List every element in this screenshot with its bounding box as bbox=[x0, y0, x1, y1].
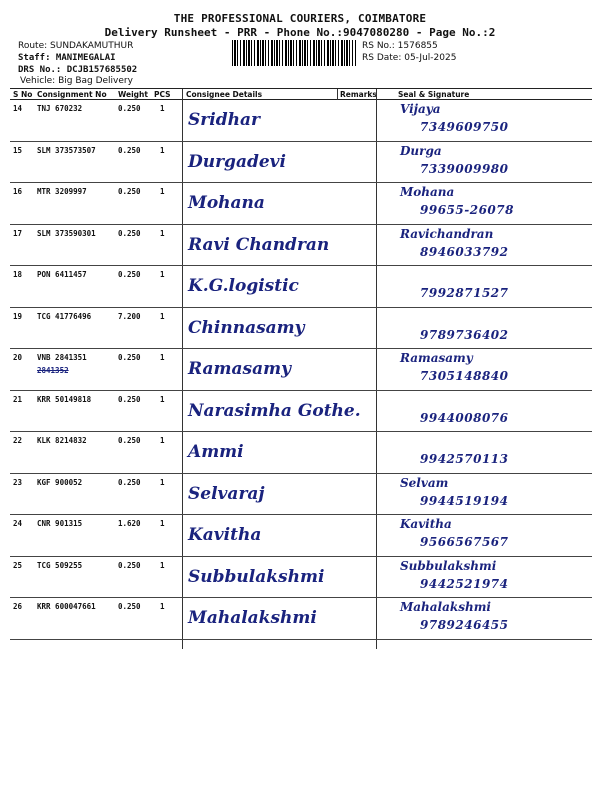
cell-weight: 1.620 bbox=[118, 519, 141, 528]
staff-label: Staff: MANIMEGALAI bbox=[18, 53, 116, 63]
cell-weight: 0.250 bbox=[118, 104, 141, 113]
cell-weight: 0.250 bbox=[118, 187, 141, 196]
table-row bbox=[10, 349, 592, 391]
cell-sno: 20 bbox=[13, 353, 23, 362]
cell-pcs: 1 bbox=[160, 477, 165, 487]
phone-handwriting: 8946033792 bbox=[420, 244, 509, 259]
cell-cons: SLM 373590301 bbox=[37, 228, 96, 238]
company-title: THE PROFESSIONAL COURIERS, COIMBATORE bbox=[173, 12, 427, 25]
cell-cons: TCG 509255 bbox=[37, 560, 83, 570]
cell-cons: MTR 3209997 bbox=[37, 187, 87, 196]
drs-number: DRS No.: DCJB157685502 bbox=[18, 65, 138, 75]
cell-pcs: 1 bbox=[160, 270, 165, 279]
cell-weight: 7.200 bbox=[118, 311, 141, 321]
cell-weight: 0.250 bbox=[118, 560, 141, 570]
cell-cons: PON 6411457 bbox=[37, 270, 87, 279]
cell-cons: TNJ 670232 bbox=[37, 104, 83, 113]
cell-pcs: 1 bbox=[160, 519, 165, 528]
cell-cons: VNB 2841351 bbox=[37, 353, 87, 362]
phone-handwriting: 9442521974 bbox=[420, 576, 509, 591]
table-row bbox=[10, 266, 592, 308]
cell-cons: KLK 8214832 bbox=[37, 436, 87, 445]
runsheet-table bbox=[10, 88, 592, 648]
table-row bbox=[10, 391, 592, 433]
cell-sno: 18 bbox=[13, 270, 23, 279]
consignee-handwriting: Selvaraj bbox=[188, 483, 265, 504]
signature-handwriting: Vijaya bbox=[400, 102, 441, 116]
phone-handwriting: 7992871527 bbox=[420, 286, 509, 300]
cell-pcs: 1 bbox=[160, 187, 165, 196]
signature-handwriting: Subbulakshmi bbox=[400, 558, 497, 573]
signature-handwriting: Durga bbox=[400, 143, 442, 158]
table-row bbox=[10, 225, 592, 267]
col-weight: Weight bbox=[118, 90, 148, 99]
table-row bbox=[10, 432, 592, 474]
cell-cons: SLM 373573507 bbox=[37, 145, 96, 155]
cell-pcs: 1 bbox=[160, 228, 165, 238]
table-row bbox=[10, 474, 592, 516]
phone-handwriting: 7305148840 bbox=[420, 369, 509, 383]
signature-handwriting: Kavitha bbox=[400, 517, 452, 531]
signature-handwriting: Ravichandran bbox=[400, 226, 494, 241]
runsheet-subtitle: Delivery Runsheet - PRR - Phone No.:9047080280 - Page No.:2 bbox=[104, 26, 496, 39]
cell-weight: 0.250 bbox=[118, 602, 141, 611]
signature-handwriting: Ramasamy bbox=[400, 351, 473, 365]
consignee-handwriting: K.G.logistic bbox=[188, 276, 299, 296]
cell-sno: 17 bbox=[13, 228, 23, 238]
cell-weight: 0.250 bbox=[118, 477, 141, 487]
cell-sno: 16 bbox=[13, 187, 23, 196]
col-consignee: Consignee Details bbox=[186, 90, 263, 99]
rs-number: RS No.: 1576855 bbox=[362, 41, 438, 51]
cell-weight: 0.250 bbox=[118, 436, 141, 445]
cell-sno: 25 bbox=[13, 560, 23, 570]
cell-sno: 19 bbox=[13, 311, 23, 321]
cell-cons: KRR 50149818 bbox=[37, 394, 92, 404]
consignee-handwriting: Ammi bbox=[188, 442, 244, 462]
consignee-handwriting: Durgadevi bbox=[188, 151, 286, 172]
barcode bbox=[232, 40, 356, 66]
cell-weight: 0.250 bbox=[118, 270, 141, 279]
cell-cons: KGF 900052 bbox=[37, 477, 83, 487]
col-remarks: Remarks bbox=[340, 90, 377, 99]
phone-handwriting: 9566567567 bbox=[420, 535, 509, 549]
cell-sno: 22 bbox=[13, 436, 23, 445]
cell-sno: 21 bbox=[13, 394, 23, 404]
signature-handwriting: Selvam bbox=[400, 475, 449, 490]
column-divider bbox=[337, 89, 338, 100]
cell-cons: CNR 901315 bbox=[37, 519, 83, 528]
cell-pcs: 1 bbox=[160, 145, 165, 155]
table-row bbox=[10, 598, 592, 640]
table-row bbox=[10, 515, 592, 557]
col-sno: S No bbox=[13, 90, 33, 99]
table-header bbox=[10, 89, 592, 100]
signature-handwriting: Mahalakshmi bbox=[400, 600, 491, 614]
phone-handwriting: 9789246455 bbox=[420, 618, 509, 632]
col-seal: Seal & Signature bbox=[398, 90, 470, 99]
consignee-handwriting: Ravi Chandran bbox=[188, 234, 330, 255]
table-row bbox=[10, 142, 592, 184]
phone-handwriting: 9942570113 bbox=[420, 452, 509, 466]
signature-handwriting: Mohana bbox=[400, 185, 455, 199]
route-label: Route: SUNDAKAMUTHUR bbox=[18, 41, 134, 51]
cell-weight: 0.250 bbox=[118, 145, 141, 155]
cell-sno: 23 bbox=[13, 477, 23, 487]
consignee-handwriting: Chinnasamy bbox=[188, 317, 305, 338]
cell-pcs: 1 bbox=[160, 353, 165, 362]
cell-pcs: 1 bbox=[160, 560, 165, 570]
table-row bbox=[10, 308, 592, 350]
phone-handwriting: 7349609750 bbox=[420, 120, 509, 134]
consignee-handwriting: Ramasamy bbox=[188, 359, 291, 379]
consignee-handwriting: Kavitha bbox=[188, 525, 262, 545]
vehicle-label: Vehicle: Big Bag Delivery bbox=[20, 76, 133, 86]
cell-cons: TCG 41776496 bbox=[37, 311, 92, 321]
phone-handwriting: 9944519194 bbox=[420, 493, 509, 508]
cell-pcs: 1 bbox=[160, 394, 165, 404]
cell-weight: 0.250 bbox=[118, 228, 141, 238]
table-row bbox=[10, 183, 592, 225]
cell-weight: 0.250 bbox=[118, 394, 141, 404]
cell-sno: 24 bbox=[13, 519, 23, 528]
struck-consignment-note: 2841352 bbox=[37, 366, 69, 375]
table-row bbox=[10, 100, 592, 142]
cell-pcs: 1 bbox=[160, 436, 165, 445]
consignee-handwriting: Mahalakshmi bbox=[188, 608, 317, 628]
cell-sno: 26 bbox=[13, 602, 23, 611]
phone-handwriting: 9944008076 bbox=[420, 410, 509, 425]
phone-handwriting: 7339009980 bbox=[420, 161, 509, 176]
cell-pcs: 1 bbox=[160, 602, 165, 611]
cell-pcs: 1 bbox=[160, 311, 165, 321]
cell-cons: KRR 600047661 bbox=[37, 602, 96, 611]
col-pcs: PCS bbox=[154, 90, 171, 99]
consignee-handwriting: Sridhar bbox=[188, 110, 260, 130]
consignee-handwriting: Subbulakshmi bbox=[188, 566, 325, 587]
phone-handwriting: 99655-26078 bbox=[420, 203, 514, 217]
cell-pcs: 1 bbox=[160, 104, 165, 113]
consignee-handwriting: Narasimha Gothe. bbox=[188, 400, 361, 421]
col-consignment: Consignment No bbox=[37, 90, 107, 99]
consignee-handwriting: Mohana bbox=[188, 193, 265, 213]
rs-date: RS Date: 05-Jul-2025 bbox=[362, 53, 457, 63]
cell-weight: 0.250 bbox=[118, 353, 141, 362]
table-row bbox=[10, 557, 592, 599]
cell-sno: 14 bbox=[13, 104, 23, 113]
phone-handwriting: 9789736402 bbox=[420, 327, 509, 342]
cell-sno: 15 bbox=[13, 145, 23, 155]
